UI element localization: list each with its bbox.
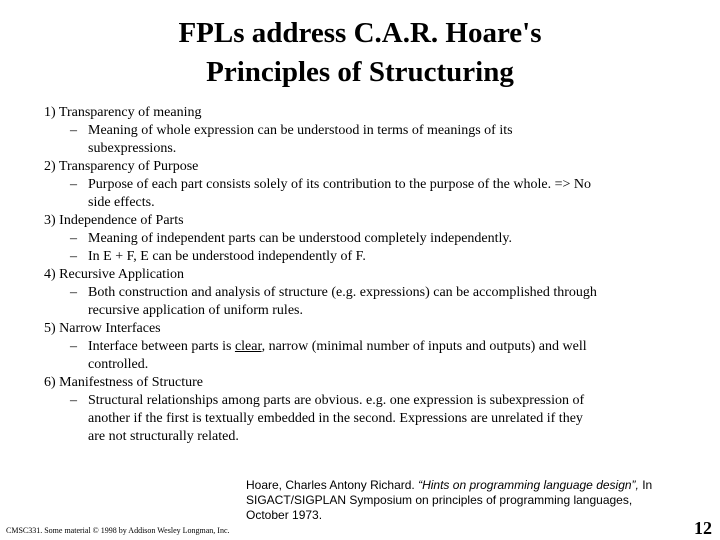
- detail-text-post: , narrow (minimal number of inputs and outputs) and well: [261, 339, 587, 354]
- principle-heading: 4) Recursive Application: [44, 267, 184, 282]
- citation-title: “Hints on programming language design”,: [418, 478, 639, 492]
- dash-bullet: –: [70, 249, 77, 264]
- principle-item: [44, 104, 684, 158]
- principle-detail: [44, 176, 684, 212]
- principle-item: [44, 320, 684, 374]
- detail-line: recursive application of uniform rules.: [88, 303, 303, 318]
- dash-bullet: –: [70, 177, 77, 192]
- principle-heading: 5) Narrow Interfaces: [44, 321, 161, 336]
- citation: [246, 478, 706, 523]
- slide-title: [0, 14, 720, 92]
- principle-detail: [44, 284, 684, 320]
- principle-detail: [44, 230, 684, 266]
- page-number: 12: [694, 518, 712, 538]
- dash-bullet: –: [70, 123, 77, 138]
- dash-bullet: –: [70, 285, 77, 300]
- principle-heading: 3) Independence of Parts: [44, 213, 184, 228]
- detail-line: Meaning of whole expression can be understood in terms of meanings of its: [88, 123, 513, 138]
- detail-line: are not structurally related.: [88, 429, 239, 444]
- dash-bullet: –: [70, 231, 77, 246]
- detail-line: side effects.: [88, 195, 155, 210]
- detail-line: Purpose of each part consists solely of its contribution to the purpose of the whole. => No: [88, 177, 591, 192]
- principle-detail: [44, 338, 684, 374]
- dash-bullet: –: [70, 339, 77, 354]
- principle-heading: 2) Transparency of Purpose: [44, 159, 199, 174]
- detail-line: In E + F, E can be understood independently of F.: [88, 249, 366, 264]
- copyright-footer: CMSC331. Some material © 1998 by Addison Wesley Longman, Inc.: [6, 526, 230, 535]
- principles-list: [44, 104, 684, 446]
- dash-bullet: –: [70, 393, 77, 408]
- detail-line: Meaning of independent parts can be understood completely independently.: [88, 231, 513, 246]
- detail-line: another if the first is textually embedded in the second. Expressions are unrelated if they: [88, 411, 583, 426]
- principle-item: [44, 158, 684, 212]
- detail-line: Structural relationships among parts are obvious. e.g. one expression is subexpression of: [88, 393, 585, 408]
- principle-item: [44, 212, 684, 266]
- detail-line: subexpressions.: [88, 141, 177, 156]
- detail-line: Both construction and analysis of structure (e.g. expressions) can be accomplished through: [88, 285, 597, 300]
- principle-item: [44, 266, 684, 320]
- detail-text-pre: Interface between parts is: [88, 339, 235, 354]
- title-line-1: FPLs address C.A.R. Hoare's: [178, 17, 542, 49]
- principle-detail: [44, 392, 684, 446]
- citation-in: In: [638, 478, 653, 492]
- citation-date: October 1973.: [246, 508, 323, 522]
- detail-line: controlled.: [88, 357, 149, 372]
- citation-author: Hoare, Charles Antony Richard.: [246, 478, 419, 492]
- principle-heading: 6) Manifestness of Structure: [44, 375, 204, 390]
- principle-heading: 1) Transparency of meaning: [44, 105, 202, 120]
- title-line-2: Principles of Structuring: [206, 56, 514, 88]
- underlined-word: clear: [234, 339, 262, 354]
- principle-item: [44, 374, 684, 446]
- principle-detail: [44, 122, 684, 158]
- citation-venue: SIGACT/SIGPLAN Symposium on principles of programming languages,: [246, 493, 633, 507]
